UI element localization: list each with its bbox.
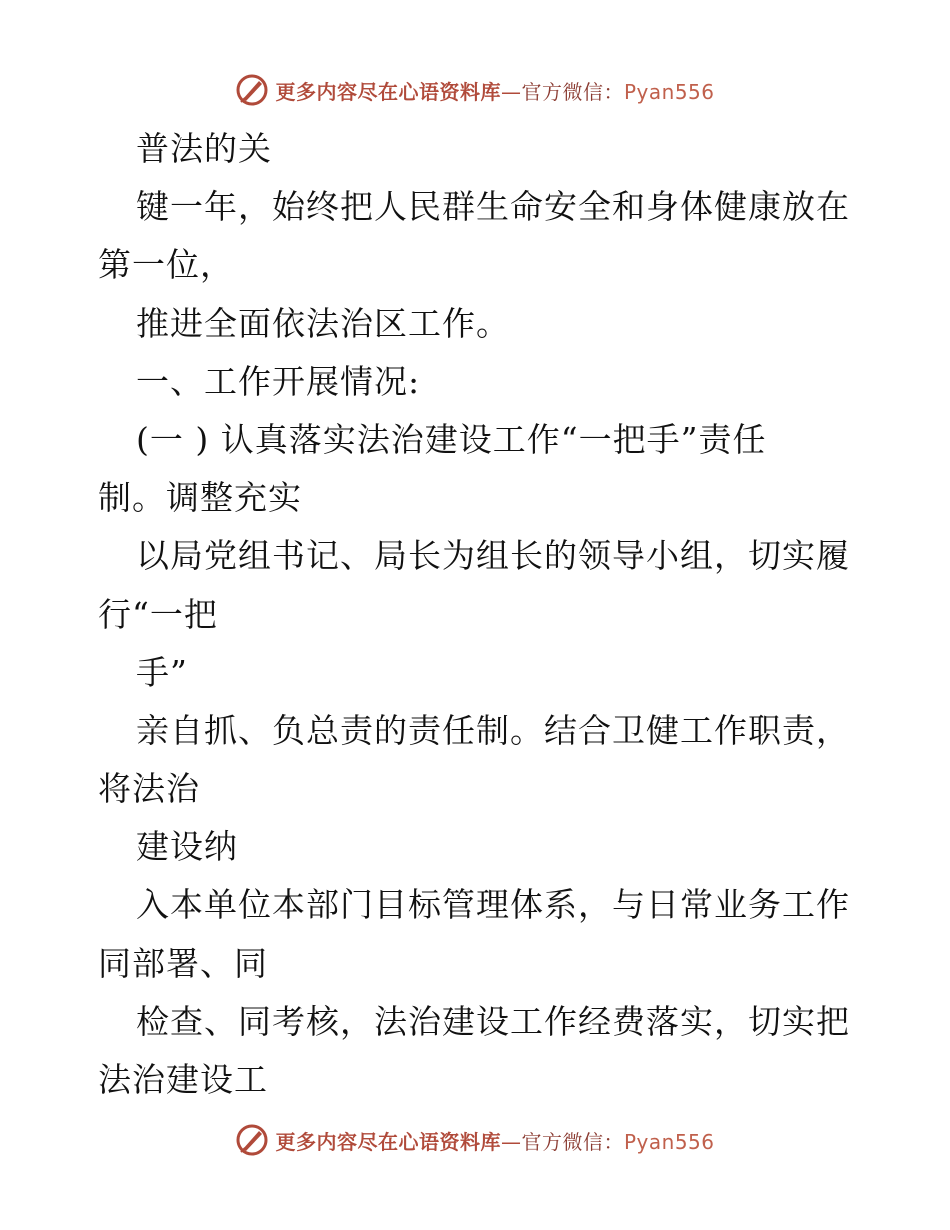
paragraph-line: 第一位， — [98, 245, 234, 285]
footer-wechat-label: 官方微信： — [521, 1129, 624, 1154]
paragraph-line: 普法的关 — [136, 129, 272, 168]
footer-separator: — — [500, 1129, 522, 1154]
quill-pen-logo-icon — [235, 1123, 269, 1157]
footer-wechat-id: Pyan556 — [623, 1129, 715, 1154]
paragraph-line: 检查、同考核，法治建设工作经费落实，切实把 — [136, 1001, 850, 1041]
paragraph-line: 一、工作开展情况: — [136, 361, 421, 401]
paragraph-line: 推进全面依法治区工作。 — [136, 303, 510, 343]
paragraph-line: (一 ) 认真落实法治建设工作“一把手”责任 — [136, 419, 767, 459]
header-brand: 更多内容尽在心语资料库 — [275, 79, 501, 104]
paragraph-line: 建设纳 — [136, 827, 238, 867]
footer-banner-text — [275, 1126, 714, 1155]
paragraph-line: 制。调整充实 — [98, 478, 302, 518]
paragraph-line: 键一年，始终把人民群生命安全和身体健康放在 — [136, 187, 850, 227]
header-separator: — — [500, 79, 522, 104]
quill-pen-logo-icon — [235, 73, 269, 107]
header-wechat-id: Pyan556 — [623, 79, 715, 104]
document-body — [98, 120, 858, 1109]
paragraph-line: 行“一把 — [98, 594, 218, 634]
header-banner — [0, 70, 950, 110]
paragraph-line: 手” — [136, 652, 188, 692]
paragraph-line: 以局党组书记、局长为组长的领导小组，切实履 — [136, 536, 850, 576]
footer-banner — [0, 1120, 950, 1160]
paragraph-line: 将法治 — [98, 769, 200, 809]
paragraph-line: 入本单位本部门目标管理体系，与日常业务工作 — [136, 885, 850, 925]
header-wechat-label: 官方微信： — [521, 79, 624, 104]
paragraph-line: 法治建设工 — [98, 1060, 268, 1099]
header-banner-text — [275, 76, 714, 105]
footer-brand: 更多内容尽在心语资料库 — [275, 1129, 501, 1154]
paragraph-line: 同部署、同 — [98, 943, 268, 983]
paragraph-line: 亲自抓、负总责的责任制。结合卫健工作职责， — [136, 710, 850, 750]
